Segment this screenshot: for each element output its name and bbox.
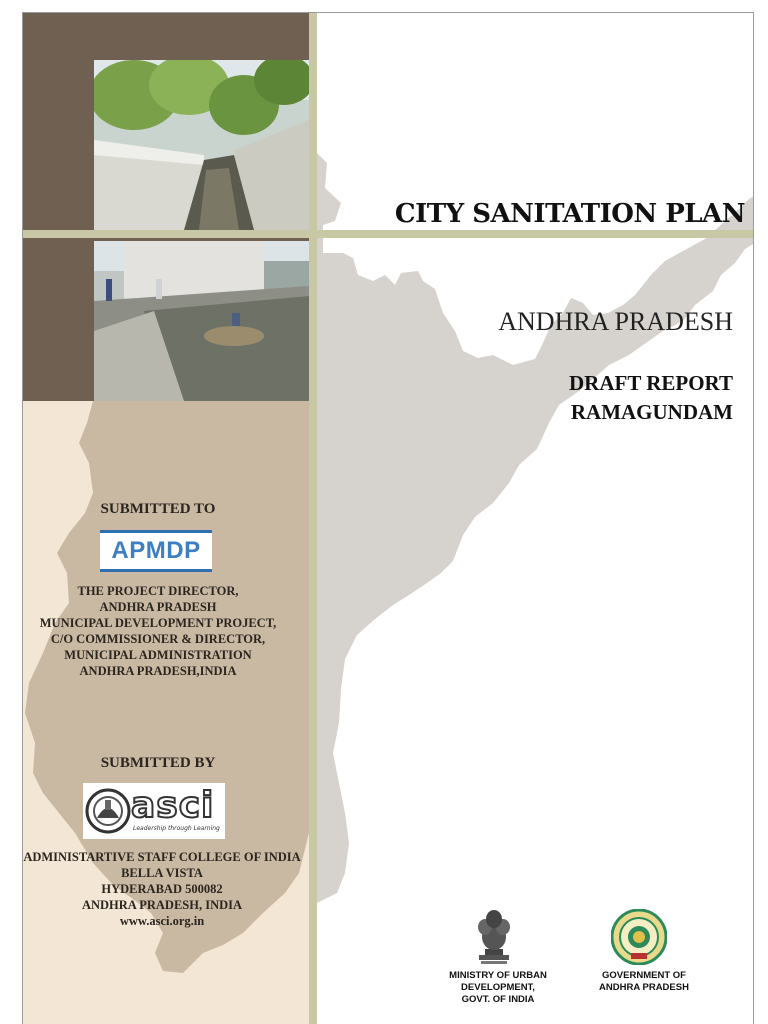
address-line: MUNICIPAL DEVELOPMENT PROJECT, [39, 616, 277, 630]
draft-report-label [403, 369, 733, 427]
ministry-line: MINISTRY OF URBAN [449, 970, 547, 981]
ministry-line: DEVELOPMENT, [461, 982, 535, 993]
address-line: ADMINISTARTIVE STAFF COLLEGE OF INDIA [23, 850, 301, 864]
drain-cleaning-photo [94, 241, 309, 401]
report-title: CITY SANITATION PLAN [394, 199, 745, 229]
ministry-line: GOVT. OF INDIA [461, 994, 535, 1005]
submitted-by-heading: SUBMITTED BY [100, 755, 216, 771]
address-line: ANDHRA PRADESH,INDIA [79, 664, 237, 678]
vertical-divider [309, 13, 317, 1024]
submitted-to-address [23, 583, 293, 679]
draft-report-line: DRAFT REPORT [569, 371, 733, 395]
government-line: ANDHRA PRADESH [599, 982, 689, 993]
city-name: RAMAGUNDAM [570, 400, 733, 424]
asci-tagline: Leadership through Learning [133, 825, 220, 832]
address-line: MUNICIPAL ADMINISTRATION [64, 648, 252, 662]
apmdp-logo: APMDP [100, 530, 212, 572]
address-line: HYDERABAD 500082 [101, 882, 223, 896]
submitted-by-address [22, 849, 307, 929]
horizontal-divider [23, 230, 754, 238]
asci-wordmark: asci [131, 785, 215, 826]
state-name: ANDHRA PRADESH [498, 307, 733, 336]
drain-channel-photo [94, 60, 309, 230]
asci-logo [83, 783, 225, 839]
submitted-to-heading: SUBMITTED TO [100, 501, 216, 517]
national-emblem-icon [471, 907, 517, 965]
government-line: GOVERNMENT OF [602, 970, 686, 981]
address-line: C/O COMMISSIONER & DIRECTOR, [50, 632, 266, 646]
address-line: ANDHRA PRADESH [99, 600, 217, 614]
asci-emblem-icon [85, 788, 131, 834]
address-line: THE PROJECT DIRECTOR, [77, 584, 239, 598]
government-caption [589, 970, 699, 994]
address-line: BELLA VISTA [121, 866, 203, 880]
cover-page [22, 12, 754, 1024]
andhra-pradesh-seal-icon [611, 909, 667, 965]
ministry-caption [443, 970, 553, 1006]
website-link[interactable]: www.asci.org.in [119, 914, 205, 928]
address-line: ANDHRA PRADESH, INDIA [81, 898, 243, 912]
